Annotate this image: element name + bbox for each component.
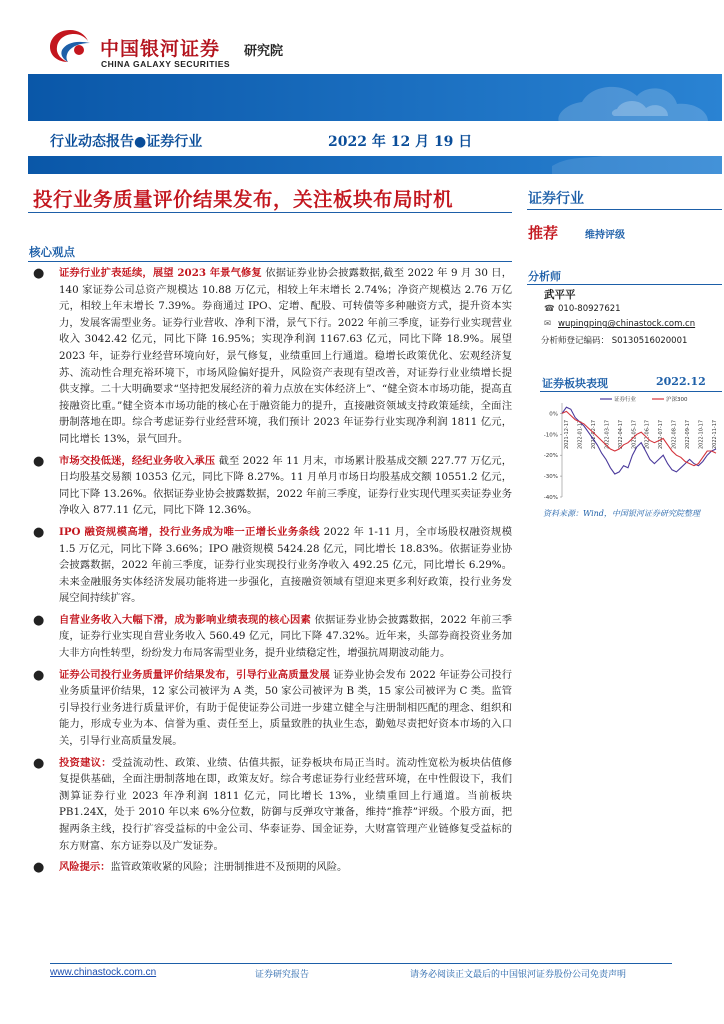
phone-icon: ☎ <box>544 304 555 314</box>
x-tick-label: 2021-12-17 <box>564 419 570 449</box>
bullet-lead: 证券行业扩表延续，展望 2023 年景气修复 <box>59 267 262 279</box>
bullet-lead: 证券公司投行业务质量评价结果发布，引导行业高质量发展 <box>59 668 330 681</box>
bullet-lead: 投资建议： <box>59 756 112 769</box>
report-header <box>0 0 724 75</box>
sector-performance-date: 2022.12 <box>656 375 706 388</box>
x-tick-label: 2022-08-17 <box>671 419 678 449</box>
analyst-name: 武平平 <box>544 289 576 301</box>
sector-performance-heading: 证券板块表现 <box>542 377 608 390</box>
bullet-text: 受益流动性、政策、业绩、估值共振，证券板块布局正当时。流动性宽松为板块估值修复提供基础，全面注册制落地在即，政策友好。综合考虑证券行业经营环境，在中性假设下，我们测算证券行业 2023 年净利润 1811 亿元，同比增长 13%，业绩重回上行通道。当前板块 PB1.24X，处于 2010 年以来 6%分位数，防御与反弹攻守兼备，维持“推荐”评级。个股方面，把握两条主线，投行扩容受益标的中金公司、华泰证券、国金证券，大财富管理产业链修复受益标的东方财富、东方证券以及广发证券。 <box>59 756 512 852</box>
legend-label: 沪深300 <box>666 397 688 403</box>
footer-label: 证券研究报告 <box>255 970 310 980</box>
report-title: 投行业务质量评价结果发布，关注板块布局时机 <box>33 188 454 211</box>
bullet-icon: ● <box>33 453 45 469</box>
x-tick-label: 2022-05-17 <box>631 419 638 449</box>
department-name: 研究院 <box>244 44 284 59</box>
cloud-ornament-icon <box>522 74 722 174</box>
performance-divider <box>540 391 722 392</box>
y-tick-label: -20% <box>543 453 558 460</box>
y-tick-label: 0% <box>549 411 558 418</box>
bullet-icon: ● <box>33 755 45 771</box>
analyst-divider <box>527 284 722 285</box>
x-tick-label: 2022-10-17 <box>698 419 705 449</box>
email-address[interactable]: wupingping@chinastock.com.cn <box>558 319 696 329</box>
chart-source: 资料来源：Wind，中国银河证券研究院整理 <box>543 509 700 518</box>
bullet-text: 依据证券业协会披露数据，2022 年前三季度，证券行业实现自营业务收入 560.49 亿元，同比下降 47.32%。近年来，头部券商投资业务加大非方向性转型，纷纷发力布局客需型业务，提升业绩稳定性，增强抗周期波动能力。 <box>59 613 512 660</box>
report-date: 2022 年 12 月 19 日 <box>328 134 473 150</box>
galaxy-logo-icon <box>48 28 92 64</box>
y-tick-label: -40% <box>543 495 558 501</box>
core-view-heading: 核心观点 <box>29 245 75 259</box>
title-divider <box>28 212 512 213</box>
series-line <box>562 411 716 465</box>
bullet-icon: ● <box>33 667 45 683</box>
bullet-text: 证券业协会发布 2022 年证券公司投行业务质量评价结果，12 家公司被评为 A 类，50 家公司被评为 B 类，15 家公司被评为 C 类。监管引导投行业务进行质量评价，有助于促使证券公司进一步建立健全与注册制相匹配的理念、组织和能力，形成专业为本、信誉为重、责任至上，质量致胜的执业生态，勤勉尽责把好资本市场的入口关，引导行业高质量发展。 <box>59 668 512 748</box>
bullet-icon: ● <box>33 612 45 628</box>
list-item <box>28 524 512 607</box>
list-item <box>28 667 512 750</box>
bullet-icon: ● <box>33 524 45 540</box>
x-tick-label: 2022-09-17 <box>685 419 692 449</box>
analyst-heading: 分析师 <box>528 270 561 283</box>
bullet-icon: ● <box>33 266 45 281</box>
x-tick-label: 2022-06-17 <box>644 419 651 449</box>
y-tick-label: -30% <box>543 474 558 481</box>
legend-label: 证券行业 <box>614 397 637 403</box>
x-tick-label: 2022-07-17 <box>658 419 665 449</box>
sidebar-divider <box>527 209 722 210</box>
mail-icon: ✉ <box>544 319 552 329</box>
series-line <box>562 407 716 474</box>
list-item <box>28 453 512 519</box>
bullet-text: 2022 年 1-11 月，全市场股权融资规模 1.5 万亿元，同比下降 3.66%；IPO 融资规模 5424.28 亿元，同比增长 18.83%。依据证券业协会披露数据，2022 年前三季度，证券行业实现投行业务净收入 492.25 亿元，同比增长 6.29%。未来金融服务实体经济发展功能将进一步强化，直接融资领域有望迎来更多利好政策，投行业务发展空间持续扩容。 <box>59 525 512 605</box>
y-tick-label: -10% <box>543 432 558 439</box>
sidebar-sector: 证券行业 <box>528 191 584 207</box>
core-view-list <box>28 264 512 876</box>
rating-note: 维持评级 <box>585 230 625 241</box>
phone-number: 010-80927621 <box>558 304 621 314</box>
rating-label: 推荐 <box>528 224 559 242</box>
x-tick-label: 2022-03-17 <box>604 419 611 449</box>
x-tick-label: 2022-01-17 <box>577 419 584 449</box>
footer-disclaimer: 请务必阅读正文最后的中国银河证券股份公司免责声明 <box>410 970 627 980</box>
report-type: 行业动态报告●证券行业 <box>50 134 203 150</box>
list-item <box>28 265 512 448</box>
bullet-lead: 市场交投低迷，经纪业务收入承压 <box>59 454 216 467</box>
footer-website-link[interactable]: www.chinastock.com.cn <box>50 967 157 978</box>
bullet-lead: IPO 融资规模高增，投行业务成为唯一正增长业务条线 <box>59 525 320 538</box>
analyst-phone <box>544 304 621 314</box>
analyst-email <box>544 319 695 329</box>
bullet-lead: 自营业务收入大幅下滑，成为影响业绩表现的核心因素 <box>59 613 312 626</box>
bullet-lead: 风险提示： <box>59 861 111 874</box>
x-tick-label: 2022-04-17 <box>617 419 624 449</box>
footer-divider <box>50 963 672 964</box>
list-item <box>28 859 512 876</box>
bullet-text: 依据证券业协会披露数据,截至 2022 年 9 月 30 日，140 家证券公司总资产规模达 10.88 万亿元，相较上年末增长 2.74%；净资产规模达 2.76 万亿元，相较上年末增长 7.39%。券商通过 IPO、定增、配股、可转债等多种融资方式，提升资本实力，发展客需型业务。证券行业营收、净利下滑，景气下行。2022 年前三季度，证券行业实现营业收入 3042.42 亿元，同比下降 16.95%；实现净利润 1167.63 亿元，同比下降 18.9%。展望 2023 年，证券行业经营环境向好，景气修复，业绩重回上行通道。稳增长政策优化、宏观经济复苏、流动性合理充裕环境下，市场风险偏好提升，风险资产表现有望改善，对证券行业业绩增长提供支撑。二十大明确要求“坚持把发展经济的着力点放在实体经济上”、“健全资本市场功能，提高直接融资比重。”健全资本市场功能的核心在于融资能力的提升，直接融资领域支持政策延续，全面注册制落地在即。综合考虑证券行业经营环境，我们预计 2023 年证券行业实现净利润 1811 亿元，同比增长 13%，景气回升。 <box>59 267 513 445</box>
company-name-cn: 中国银河证券 <box>100 38 221 60</box>
company-name-en: CHINA GALAXY SECURITIES <box>101 59 231 69</box>
core-view-divider <box>28 261 512 262</box>
bullet-text: 监管政策收紧的风险；注册制推进不及预期的风险。 <box>110 861 348 874</box>
sector-performance-chart <box>536 393 722 503</box>
bullet-text: 截至 2022 年 11 月末，市场累计股基成交额 227.77 万亿元，日均股基交易额 10353 亿元，同比下降 8.27%。11 月单月市场日均股基成交额 10551.2 亿元，同比下降 13.26%。依据证券业协会披露数据，2022 年前三季度，证券行业实现代理买卖证券业务净收入 877.11 亿元，同比下降 12.36%。 <box>59 454 513 517</box>
x-tick-label: 2022-02-17 <box>590 419 597 449</box>
bullet-icon: ● <box>33 860 45 876</box>
list-item <box>28 612 512 662</box>
report-banner <box>28 74 722 174</box>
analyst-cert: 分析师登记编码： S0130516020001 <box>541 336 688 346</box>
list-item <box>28 755 512 855</box>
x-tick-label: 2022-11-17 <box>712 419 718 449</box>
